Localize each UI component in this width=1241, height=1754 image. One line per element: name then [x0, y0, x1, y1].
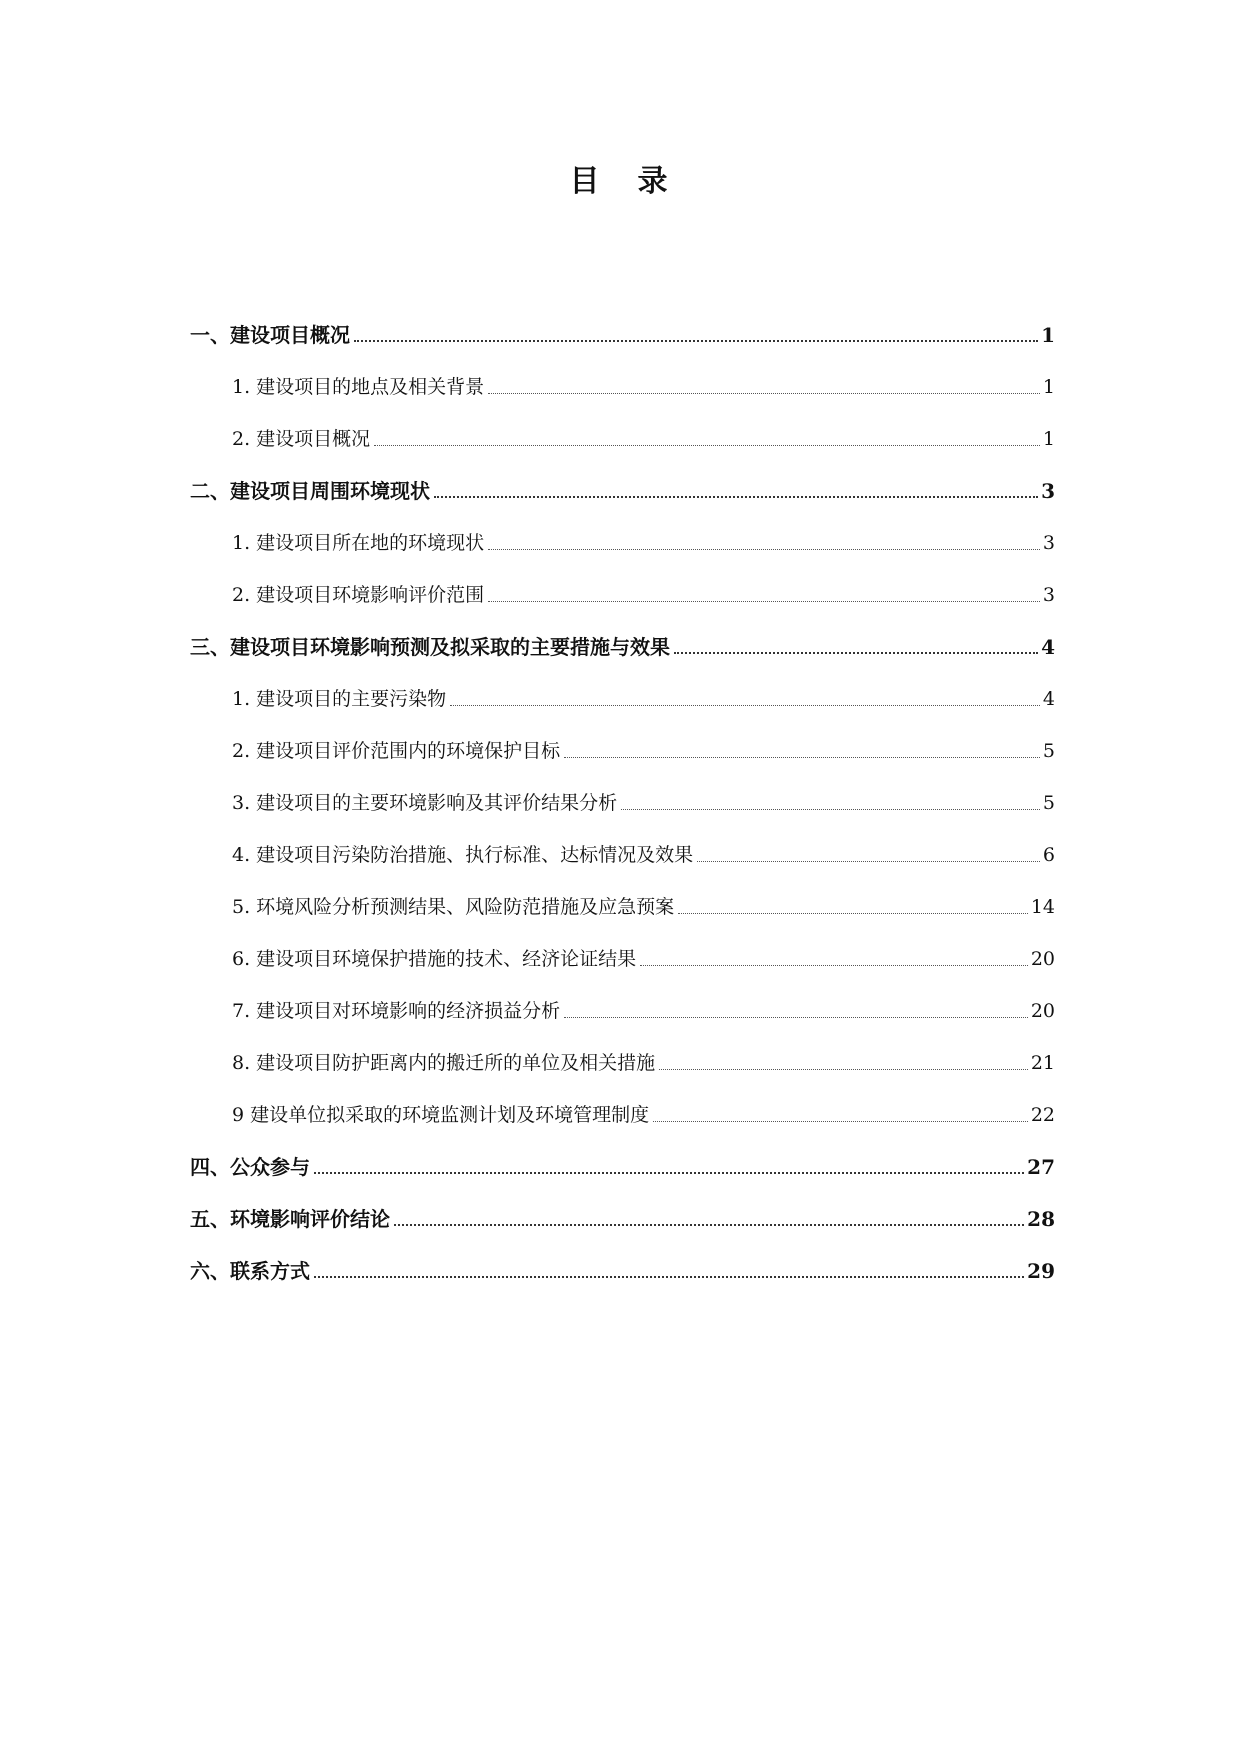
toc-page-number: 22 [1028, 1102, 1055, 1128]
toc-dot-leader [488, 548, 1040, 550]
toc-subsection-entry[interactable] [190, 712, 1055, 764]
toc-section-entry[interactable] [190, 452, 1055, 504]
toc-dot-leader [659, 1068, 1028, 1070]
toc-dot-leader [564, 1016, 1028, 1018]
toc-dot-leader [674, 651, 1038, 654]
toc-page-number: 14 [1028, 894, 1055, 920]
toc-page-number: 3 [1040, 582, 1055, 608]
toc-entry-label: 1. 建设项目所在地的环境现状 [232, 530, 488, 556]
toc-dot-leader [564, 756, 1040, 758]
page-title: 目 录 [569, 164, 672, 199]
toc-page-number: 1 [1038, 322, 1055, 348]
toc-dot-leader [488, 600, 1040, 602]
toc-dot-leader [434, 495, 1038, 498]
toc-entry-label: 二、建设项目周围环境现状 [190, 478, 434, 504]
toc-dot-leader [640, 964, 1028, 966]
toc-subsection-entry[interactable] [190, 920, 1055, 972]
toc-dot-leader [354, 339, 1038, 342]
toc-page-number: 4 [1040, 686, 1055, 712]
toc-page-number: 21 [1028, 1050, 1055, 1076]
toc-dot-leader [374, 444, 1040, 446]
toc-entry-label: 2. 建设项目环境影响评价范围 [232, 582, 488, 608]
toc-dot-leader [450, 704, 1040, 706]
toc-subsection-entry[interactable] [190, 504, 1055, 556]
toc-subsection-entry[interactable] [190, 660, 1055, 712]
toc-page-number: 1 [1040, 426, 1055, 452]
toc-entry-label: 一、建设项目概况 [190, 322, 354, 348]
toc-page-number: 3 [1040, 530, 1055, 556]
toc-subsection-entry[interactable] [190, 816, 1055, 868]
toc-entry-label: 8. 建设项目防护距离内的搬迁所的单位及相关措施 [232, 1050, 659, 1076]
toc-dot-leader [678, 912, 1028, 914]
toc-section-entry[interactable] [190, 608, 1055, 660]
toc-entry-label: 三、建设项目环境影响预测及拟采取的主要措施与效果 [190, 634, 674, 660]
toc-page-number: 27 [1024, 1154, 1055, 1180]
toc-entry-label: 9 建设单位拟采取的环境监测计划及环境管理制度 [232, 1102, 653, 1128]
toc-dot-leader [697, 860, 1040, 862]
toc-page-number: 20 [1028, 946, 1055, 972]
toc-subsection-entry[interactable] [190, 1024, 1055, 1076]
table-of-contents [190, 296, 1055, 1284]
toc-subsection-entry[interactable] [190, 400, 1055, 452]
toc-dot-leader [653, 1120, 1028, 1122]
toc-dot-leader [621, 808, 1040, 810]
toc-entry-label: 2. 建设项目评价范围内的环境保护目标 [232, 738, 564, 764]
toc-entry-label: 7. 建设项目对环境影响的经济损益分析 [232, 998, 564, 1024]
toc-entry-label: 6. 建设项目环境保护措施的技术、经济论证结果 [232, 946, 640, 972]
toc-entry-label: 4. 建设项目污染防治措施、执行标准、达标情况及效果 [232, 842, 697, 868]
toc-subsection-entry[interactable] [190, 972, 1055, 1024]
toc-page-number: 29 [1024, 1258, 1055, 1284]
toc-subsection-entry[interactable] [190, 1076, 1055, 1128]
toc-page-number: 28 [1024, 1206, 1055, 1232]
toc-subsection-entry[interactable] [190, 556, 1055, 608]
toc-page-number: 5 [1040, 738, 1055, 764]
toc-entry-label: 六、联系方式 [190, 1258, 314, 1284]
toc-entry-label: 2. 建设项目概况 [232, 426, 374, 452]
toc-page-number: 3 [1038, 478, 1055, 504]
toc-page-number: 6 [1040, 842, 1055, 868]
toc-page-number: 1 [1040, 374, 1055, 400]
toc-entry-label: 五、环境影响评价结论 [190, 1206, 394, 1232]
toc-subsection-entry[interactable] [190, 868, 1055, 920]
toc-entry-label: 1. 建设项目的地点及相关背景 [232, 374, 488, 400]
toc-dot-leader [488, 392, 1040, 394]
toc-entry-label: 3. 建设项目的主要环境影响及其评价结果分析 [232, 790, 621, 816]
toc-entry-label: 四、公众参与 [190, 1154, 314, 1180]
toc-subsection-entry[interactable] [190, 348, 1055, 400]
toc-dot-leader [314, 1275, 1024, 1278]
toc-section-entry[interactable] [190, 1128, 1055, 1180]
toc-section-entry[interactable] [190, 1232, 1055, 1284]
toc-page-number: 20 [1028, 998, 1055, 1024]
toc-dot-leader [394, 1223, 1024, 1226]
toc-entry-label: 1. 建设项目的主要污染物 [232, 686, 450, 712]
toc-dot-leader [314, 1171, 1024, 1174]
toc-page-number: 5 [1040, 790, 1055, 816]
toc-subsection-entry[interactable] [190, 764, 1055, 816]
toc-section-entry[interactable] [190, 296, 1055, 348]
toc-section-entry[interactable] [190, 1180, 1055, 1232]
toc-page-number: 4 [1038, 634, 1055, 660]
toc-entry-label: 5. 环境风险分析预测结果、风险防范措施及应急预案 [232, 894, 678, 920]
